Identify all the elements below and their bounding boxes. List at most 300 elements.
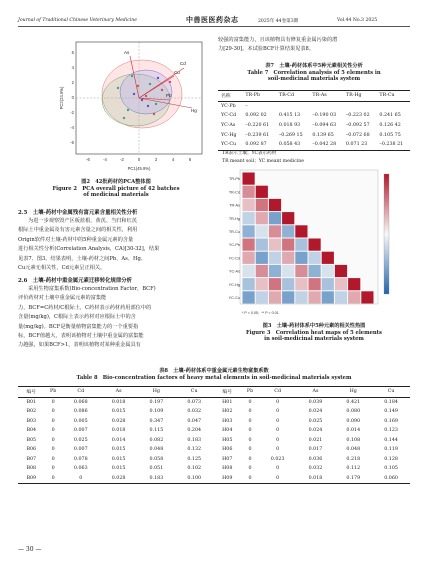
table-cell: 0	[276, 475, 280, 481]
table-cell: YC-Pb	[221, 103, 236, 109]
table-header: Cu	[387, 389, 395, 395]
y-tick: 6	[71, 50, 74, 55]
heatmap-cell	[243, 173, 255, 185]
table-cell: 0.197	[149, 399, 164, 405]
table-cell: –0.223 02	[345, 113, 370, 119]
table-cell: 0.139 65	[312, 132, 334, 138]
heatmap-row-label: TR-Hg	[228, 216, 240, 221]
table-header: TR-As	[312, 93, 327, 99]
table-header: TR-Cd	[278, 93, 295, 99]
table-header: 编号	[26, 390, 37, 396]
table-cell: 0	[248, 447, 252, 453]
text-line: Origin软件对土壤-药材中的5种重金属元素的含量	[18, 236, 134, 243]
heatmap-row-label: YC-As	[229, 269, 240, 274]
y-axis-label: PC2(24.6%)	[59, 86, 64, 110]
text-line: 为进一步观察毁产区板蓝根、黄芪、当归和红芪	[28, 218, 137, 224]
table-cell: 0.047	[187, 418, 202, 424]
table-cell: 0	[51, 475, 55, 481]
table-cell: 0.017	[308, 447, 323, 453]
table-row	[18, 417, 410, 427]
figure2-caption	[18, 178, 214, 198]
table-cell: 0.109	[149, 409, 164, 415]
table-cell: 0.015	[111, 447, 126, 453]
table-cell: 0.015	[111, 466, 126, 472]
table-cell: 0.018	[308, 475, 323, 481]
table-cell: 0.068	[73, 399, 88, 405]
table-cell: 0	[51, 399, 55, 405]
heatmap-cell	[282, 265, 294, 277]
table-cell: 0	[79, 475, 83, 481]
heatmap-cell	[269, 239, 281, 251]
heatmap-cell	[335, 291, 347, 303]
table-row	[218, 140, 410, 150]
heatmap-cell	[309, 265, 321, 277]
table-row	[218, 130, 410, 140]
table-cell: 0.183	[149, 475, 164, 481]
figure3-caption-cn: 图3 土壤-药材体系中5种元素的相关性热图	[262, 323, 366, 329]
text-line: 较强的富集能力，且该植物具有修复重金属污染的潜	[218, 37, 338, 43]
table-cell: 0	[276, 399, 280, 405]
table-cell: –0.220 61	[245, 123, 270, 129]
table7-note-en: TR meant soil；YC meant medicine	[222, 159, 304, 164]
table-cell: YC-Cd	[221, 113, 237, 119]
text-line: 含量(mg/kg)，C根际土表示药材对应根际土中的含	[18, 314, 136, 321]
table-cell: –0.190 03	[312, 113, 337, 119]
heatmap-cell	[256, 199, 268, 211]
heatmap-cell	[243, 265, 255, 277]
table-cell: 0.023	[270, 456, 285, 462]
table-header: TR-Hg	[345, 93, 362, 99]
heatmap-cell	[256, 278, 268, 290]
table-cell: 0.048	[346, 447, 361, 453]
table-cell: 0.123	[384, 428, 398, 434]
table-cell: 0.204	[187, 428, 202, 434]
table-cell: 0	[51, 409, 55, 415]
table-cell: 0	[51, 437, 55, 443]
table-cell: H09	[222, 475, 233, 481]
table-cell: 0.149	[384, 409, 398, 415]
x-tick: -2	[120, 157, 124, 162]
text-line: 量(mg/kg)。BCF是衡量植物富集能力的一个重要指	[18, 323, 139, 330]
heatmap-cell	[282, 252, 294, 264]
table-row	[218, 111, 410, 121]
table-row	[18, 464, 410, 474]
table-cell: 0	[248, 475, 252, 481]
table-header: TR-Pb	[245, 93, 261, 99]
table-cell: B01	[26, 399, 37, 405]
significance-note: * P < 0.05；** P < 0.01	[242, 311, 279, 315]
table-cell: H07	[222, 456, 233, 462]
table-cell: 0.092 87	[245, 142, 267, 148]
table-cell: 0.018	[111, 399, 126, 405]
table-cell: 0.025	[308, 418, 323, 424]
table7-title	[218, 62, 410, 82]
heatmap-cell	[295, 225, 307, 237]
table-cell: H05	[222, 437, 233, 443]
table-cell	[343, 101, 377, 111]
table-cell: 0.128	[384, 456, 398, 462]
y-tick: -6	[70, 140, 74, 145]
heatmap-cell	[348, 291, 360, 303]
table-cell: 0.126 42	[379, 123, 401, 129]
heatmap-cell	[256, 252, 268, 264]
heatmap-cell	[269, 291, 281, 303]
vector-label: Cu	[174, 70, 180, 75]
table-cell: 0.100	[187, 475, 202, 481]
table-cell: 0.071 23	[345, 142, 368, 148]
table-cell: 0.082	[149, 437, 164, 443]
table-cell: B05	[26, 437, 37, 443]
table-cell: 0.415 13	[278, 113, 301, 119]
heatmap-cell	[335, 278, 347, 290]
heatmap-cell	[322, 252, 334, 264]
table-row	[218, 121, 410, 131]
table-cell: 0.105 75	[379, 132, 401, 138]
table8-title-en: Table 8 Bio-concentration factors of heavy metal elements in soil-medicinal materials system	[76, 375, 352, 381]
heatmap-cell	[256, 186, 268, 198]
table-cell: 0.092 02	[245, 113, 267, 119]
heatmap-cell	[295, 278, 307, 290]
table-cell: B07	[26, 456, 37, 462]
heatmap-cell	[269, 199, 281, 211]
table-cell: 0	[248, 409, 252, 415]
table-header: Cd	[77, 389, 85, 395]
table-header: Cd	[274, 389, 282, 395]
y-tick: 0	[71, 95, 74, 100]
table-cell: YC-As	[221, 123, 236, 129]
table-cell: 0.179	[346, 475, 361, 481]
pca-figure	[58, 38, 208, 174]
table-header: Pb	[50, 389, 57, 395]
text-line: 进行相关性分析(Correlation Analysis，CA)[30-32]，结果	[18, 246, 160, 253]
text-line: 评价药材对土壤中重金属元素的富集能	[18, 295, 107, 302]
table-cell: H03	[222, 418, 233, 424]
heatmap-cell	[269, 225, 281, 237]
text-line: 采用生物富集系数(Bio-concentration Factor，BCF)	[28, 286, 156, 292]
x-tick: 2	[154, 157, 158, 162]
journal-name-cn: 中兽医医药杂志	[186, 15, 239, 24]
table-cell: 0.018	[111, 428, 126, 434]
text-line: 根际土中重金属及有害元素含量之间的相关性，利用	[18, 227, 138, 234]
heatmap-cell	[282, 225, 294, 237]
section-2-5-heading: 2.5 土壤-药材中金属残有富元素含量相关性分析	[18, 210, 138, 216]
table-cell: 0.073	[187, 399, 202, 405]
table-cell: 0	[276, 409, 280, 415]
table-cell: 0	[248, 428, 252, 434]
heatmap-cell	[282, 212, 294, 224]
table-cell: B09	[26, 475, 37, 481]
heatmap-cell	[256, 291, 268, 303]
heatmap-cell	[295, 252, 307, 264]
table-cell: 0	[51, 456, 55, 462]
table-cell: H02	[222, 409, 233, 415]
heatmap-cell	[309, 278, 321, 290]
table-cell: 0.039	[308, 399, 323, 405]
text-line: 力越强，如果BCF>1，表明该植物对某种重金属具有	[18, 342, 141, 349]
table-cell: H04	[222, 428, 233, 434]
table-cell: 0	[248, 466, 252, 472]
table-header: 名称	[221, 94, 231, 100]
table-cell: –0.092 57	[345, 123, 370, 129]
table-cell: 0.032	[308, 466, 323, 472]
heatmap-row-label: YC-Cu	[228, 295, 240, 300]
y-tick: -4	[70, 125, 74, 130]
table-cell: 0.108	[346, 437, 361, 443]
heatmap-cell	[322, 278, 334, 290]
heatmap-cell	[243, 186, 255, 198]
table-cell: B04	[26, 428, 37, 434]
table-cell: 0	[248, 399, 252, 405]
figure2-caption-en2: of medicinal materials	[83, 192, 149, 198]
heatmap-row-label: TR-As	[229, 203, 240, 208]
table-cell: –0.269 15	[278, 132, 303, 138]
table-cell: 0.421	[346, 399, 361, 405]
table-cell: 0.025	[73, 437, 88, 443]
table-header: Cu	[190, 389, 198, 395]
table-cell: 0.115	[149, 428, 164, 434]
table-row	[218, 101, 410, 111]
table-cell: 0	[276, 428, 280, 434]
table-cell: 0.078	[73, 456, 88, 462]
table-cell: 0	[51, 447, 55, 453]
table-cell: 0.028	[111, 418, 126, 424]
figure2-caption-cn: 图2 42批药材的PCA整体图	[81, 179, 151, 185]
x-tick: 6	[188, 157, 192, 162]
heatmap-cell	[361, 291, 373, 303]
table-cell: –0.238 21	[379, 142, 404, 148]
heatmap-row-label: TR-Pb	[229, 177, 240, 182]
heatmap-cell	[256, 239, 268, 251]
heatmap-cell	[309, 252, 321, 264]
table-header: Pb	[246, 389, 254, 395]
table-cell: 0	[51, 428, 55, 434]
year-issue: 2025年 44卷第3期	[258, 19, 299, 24]
heatmap-cell	[243, 225, 255, 237]
table-cell: H06	[222, 447, 233, 453]
table-cell: 0	[276, 418, 280, 424]
text-line: 标，BCF值越大，表明该植物对土壤中重金属的富集能	[18, 333, 144, 340]
vector-label: Cd	[180, 61, 186, 66]
y-tick: -2	[70, 110, 74, 115]
y-tick: 2	[71, 80, 74, 85]
table-cell: –0.072 68	[345, 132, 370, 138]
table-cell: 0	[276, 447, 280, 453]
table-cell: 0.144	[384, 437, 398, 443]
heatmap-cell	[269, 278, 281, 290]
table-cell: –	[245, 103, 248, 109]
table-cell: –0.094 63	[312, 123, 337, 129]
section-2-5-body	[18, 217, 214, 273]
table-cell: 0.028	[111, 475, 126, 481]
table-cell: 0.036	[308, 456, 323, 462]
heatmap-row-label: YC-Pb	[228, 243, 240, 248]
heatmap-cell	[322, 291, 334, 303]
table-cell: 0.058	[149, 456, 164, 462]
table-cell: YC-Hg	[221, 132, 237, 138]
table7	[218, 90, 410, 151]
heatmap-row-label: YC-Cd	[228, 256, 240, 261]
y-tick: 4	[71, 65, 74, 70]
vector-label: Pb	[166, 93, 172, 98]
table-cell: 0	[51, 466, 55, 472]
text-line: 力，BCF=C药材/C根际土，C药材表示药材药用部位中的	[18, 304, 152, 311]
heatmap-cell	[295, 291, 307, 303]
table7-title-cn: 表7 土壤-药材体系中5种元素相关性分析	[265, 63, 363, 69]
page-number: — 30 —	[18, 546, 42, 553]
heatmap-cell	[309, 291, 321, 303]
heatmap-cell	[243, 278, 255, 290]
table-cell: B08	[26, 466, 37, 472]
section-2-6-body	[18, 285, 214, 351]
table-cell: 0.014	[346, 428, 361, 434]
correlation-heatmap	[218, 168, 410, 320]
table-header-row	[218, 91, 410, 102]
heatmap-cell	[243, 199, 255, 211]
table-cell: 0	[51, 418, 55, 424]
table-cell: 0.015	[111, 409, 126, 415]
table-cell	[309, 101, 343, 111]
table7-title-en2: soil-medicinal materials system	[267, 76, 361, 82]
x-tick: 4	[171, 157, 175, 162]
table-cell: 0.032	[187, 409, 202, 415]
heatmap-cell	[269, 212, 281, 224]
heatmap-cell	[243, 239, 255, 251]
heatmap-cell	[348, 278, 360, 290]
table-row	[18, 455, 410, 465]
table-cell: 0.018 93	[278, 123, 301, 129]
table-cell: 0	[276, 437, 280, 443]
table-cell: 0	[248, 437, 252, 443]
table-cell: 0.119	[384, 447, 398, 453]
text-line: 力[29-30]。本试验BCF计算结果见表8。	[218, 46, 315, 53]
table-cell: 0.058 43	[278, 142, 301, 148]
table-cell: 0.125	[187, 456, 202, 462]
heatmap-cell	[256, 225, 268, 237]
heatmap-cell	[243, 291, 255, 303]
heatmap-cell	[256, 265, 268, 277]
x-axis-label: PC1(45.9%)	[127, 166, 151, 171]
table-header: As	[312, 389, 319, 395]
table-row	[18, 397, 410, 407]
table-cell	[376, 101, 410, 111]
heatmap-cell	[269, 265, 281, 277]
table-cell: –0.239 61	[245, 132, 270, 138]
heatmap-cell	[322, 265, 334, 277]
table-cell: –0.042 28	[312, 142, 337, 148]
table-cell: 0.080	[346, 409, 361, 415]
table-cell: 0.051	[149, 466, 164, 472]
table-row	[18, 474, 410, 484]
table8-title-cn: 表8 土壤-药材体系中重金属元素生物富集系数	[159, 368, 269, 374]
figure3-caption	[218, 322, 410, 342]
table-cell: 0.007	[73, 447, 88, 453]
table-cell: 0.014	[111, 437, 126, 443]
figure3-caption-en2: in soil-medicinal materials system	[264, 336, 364, 342]
table-cell: 0.048	[149, 447, 164, 453]
text-line: 见表7、图3。结果表明，土壤-药材之间Pb、As、Hg、	[18, 255, 146, 262]
table-row	[18, 445, 410, 455]
table-cell: H01	[222, 399, 233, 405]
table-header: TR-Cu	[379, 93, 395, 99]
table8	[18, 386, 410, 484]
table-cell: 0.005	[73, 418, 88, 424]
heatmap-row-label: YC-Hg	[228, 282, 240, 287]
table-cell: 0.024	[308, 409, 323, 415]
table-cell: 0.132	[187, 447, 202, 453]
heatmap-cell	[335, 265, 347, 277]
table7-note-cn: TR表示土壤；YC表示药材	[222, 151, 277, 156]
table-header: 编号	[222, 390, 233, 396]
table-header: Hg	[152, 389, 161, 395]
header-rule	[18, 26, 410, 27]
table-cell: 0	[248, 418, 252, 424]
table-cell: 0.105	[384, 466, 398, 472]
table-cell: 0.007	[73, 428, 88, 434]
journal-name: Journal of Traditional Chinese Veterinary Medicine	[18, 18, 137, 23]
x-tick: -4	[103, 157, 107, 162]
table-cell: 0.102	[187, 466, 202, 472]
heatmap-cell	[309, 239, 321, 251]
section-2-6-heading: 2.6 土壤-药材中重金属元素迁移转化规律分析	[18, 278, 133, 284]
heatmap-cell	[269, 252, 281, 264]
table-cell: 0.060	[384, 475, 398, 481]
table-row	[18, 426, 410, 436]
table-cell: B03	[26, 418, 37, 424]
x-tick: 0	[137, 157, 141, 162]
table-cell: 0	[248, 456, 252, 462]
table-cell: 0.347	[149, 418, 164, 424]
figure2-caption-en: Figure 2 PCA overall picture of 42 batches	[52, 186, 180, 192]
x-tick: -6	[86, 157, 90, 162]
heatmap-row-label: TR-Cd	[228, 190, 240, 195]
table-cell: 0.086	[73, 409, 88, 415]
figure3-caption-en: Figure 3 Correlation heat maps of 5 elements	[246, 330, 382, 336]
table-cell: 0.218	[346, 456, 361, 462]
table-cell: 0.112	[346, 466, 361, 472]
heatmap-cell	[295, 239, 307, 251]
table-cell: 0.015	[111, 456, 126, 462]
heatmap-cell	[295, 265, 307, 277]
table-cell: 0.169	[384, 418, 398, 424]
right-intro	[218, 36, 410, 55]
table-cell: 0.021	[308, 437, 323, 443]
table-cell: 0.183	[187, 437, 202, 443]
heatmap-cell	[282, 239, 294, 251]
vector-label: As	[124, 50, 130, 55]
table-row	[18, 407, 410, 417]
table-cell: H08	[222, 466, 233, 472]
table-cell: 0.241 65	[379, 113, 401, 119]
table-cell: 0.024	[308, 428, 323, 434]
table-row	[18, 436, 410, 446]
table-cell: 0.090	[346, 418, 361, 424]
table7-title-en: Table 7 Correlation analysis of 5 elements in	[247, 70, 381, 76]
text-line: Cu元素无相关性，Cd元素呈正相关。	[18, 265, 106, 272]
table-header: As	[115, 389, 122, 395]
heatmap-cell	[243, 212, 255, 224]
table-header: Hg	[349, 389, 357, 395]
heatmap-cell	[256, 212, 268, 224]
volume-issue: Vol.44 No.3 2025	[337, 18, 378, 23]
vector-label: Hg	[191, 108, 197, 113]
table-cell: B02	[26, 409, 37, 415]
table-cell: 0.184	[384, 399, 398, 405]
table-header-row	[18, 387, 410, 398]
heatmap-cell	[282, 278, 294, 290]
table-cell: 0	[276, 466, 280, 472]
table-cell	[276, 101, 310, 111]
table8-title	[18, 367, 410, 381]
